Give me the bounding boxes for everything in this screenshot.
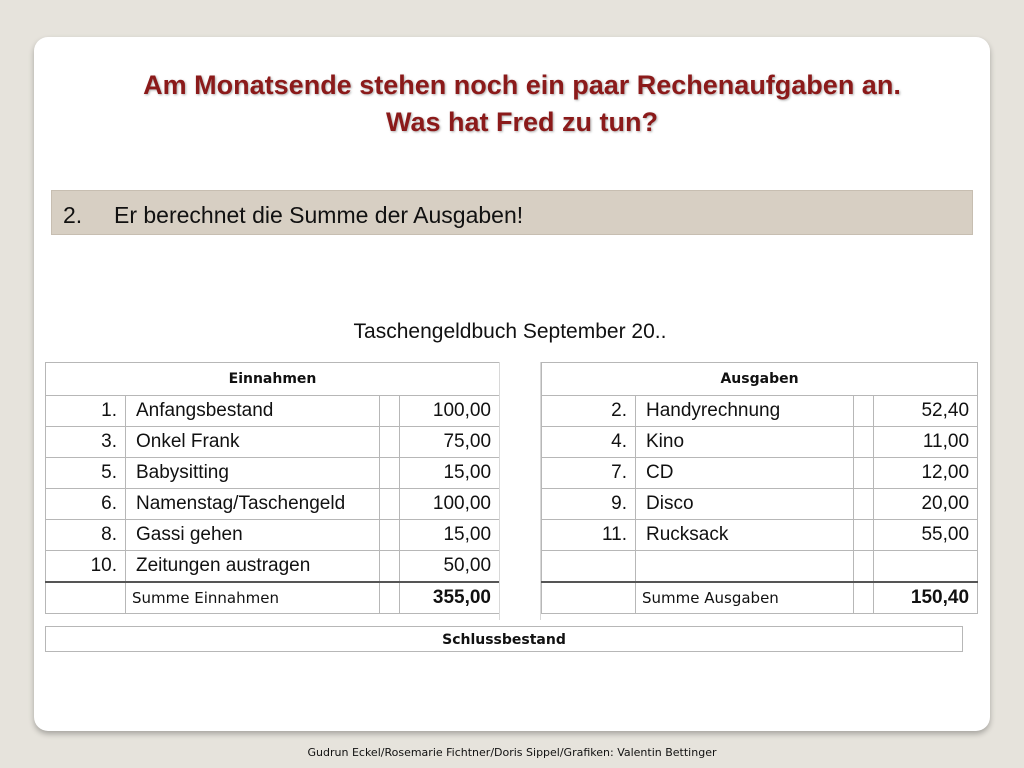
row-label: Zeitungen austragen <box>126 551 380 583</box>
row-spacer <box>854 551 874 583</box>
row-spacer <box>380 458 400 489</box>
title-line-2: Was hat Fred zu tun? <box>386 107 658 137</box>
row-spacer <box>380 489 400 520</box>
row-label: Kino <box>636 427 854 458</box>
table-row <box>46 458 500 489</box>
row-label: Rucksack <box>636 520 854 551</box>
title-line-1: Am Monatsende stehen noch ein paar Rechenaufgaben an. <box>143 70 901 100</box>
footer-credits: Gudrun Eckel/Rosemarie Fichtner/Doris Sippel/Grafiken: Valentin Bettinger <box>307 746 717 759</box>
row-amount: 11,00 <box>874 427 978 458</box>
ausgaben-sum-label: Summe Ausgaben <box>636 582 854 614</box>
einnahmen-sum-value: 355,00 <box>400 582 500 614</box>
row-number: 9. <box>542 489 636 520</box>
row-number: 5. <box>46 458 126 489</box>
row-amount: 12,00 <box>874 458 978 489</box>
row-number: 4. <box>542 427 636 458</box>
row-number: 3. <box>46 427 126 458</box>
book-title: Taschengeldbuch September 20.. <box>353 320 667 343</box>
task-text: Er berechnet die Summe der Ausgaben! <box>114 202 524 228</box>
row-amount: 15,00 <box>400 458 500 489</box>
einnahmen-header: Einnahmen <box>46 363 500 396</box>
row-amount: 52,40 <box>874 396 978 427</box>
row-number: 6. <box>46 489 126 520</box>
row-amount: 100,00 <box>400 396 500 427</box>
table-row <box>46 396 500 427</box>
row-amount: 20,00 <box>874 489 978 520</box>
row-amount: 75,00 <box>400 427 500 458</box>
row-spacer <box>380 427 400 458</box>
row-label <box>636 551 854 583</box>
slide <box>34 37 990 731</box>
row-amount: 55,00 <box>874 520 978 551</box>
table-gap <box>499 362 541 620</box>
ausgaben-table <box>541 362 978 614</box>
row-number: 7. <box>542 458 636 489</box>
row-label: Anfangsbestand <box>126 396 380 427</box>
row-amount: 100,00 <box>400 489 500 520</box>
row-spacer <box>380 520 400 551</box>
row-label: CD <box>636 458 854 489</box>
row-number: 2. <box>542 396 636 427</box>
table-row <box>542 489 978 520</box>
row-label: Handyrechnung <box>636 396 854 427</box>
row-number: 1. <box>46 396 126 427</box>
row-label: Namenstag/Taschengeld <box>126 489 380 520</box>
table-row <box>542 427 978 458</box>
ausgaben-header: Ausgaben <box>542 363 978 396</box>
row-number <box>542 551 636 583</box>
row-label: Babysitting <box>126 458 380 489</box>
task-number: 2. <box>63 202 83 228</box>
einnahmen-table <box>45 362 500 614</box>
ausgaben-sum-value: 150,40 <box>874 582 978 614</box>
table-row <box>542 396 978 427</box>
row-number: 11. <box>542 520 636 551</box>
task-bar <box>51 190 973 235</box>
table-row <box>542 551 978 583</box>
table-row <box>542 458 978 489</box>
row-label: Disco <box>636 489 854 520</box>
table-row <box>46 520 500 551</box>
table-row <box>46 427 500 458</box>
einnahmen-sum-label: Summe Einnahmen <box>126 582 380 614</box>
row-spacer <box>854 458 874 489</box>
schlussbestand-row: Schlussbestand <box>45 626 963 652</box>
row-number: 10. <box>46 551 126 583</box>
row-spacer <box>854 520 874 551</box>
row-spacer <box>854 427 874 458</box>
table-row <box>542 520 978 551</box>
table-row <box>46 489 500 520</box>
row-label: Gassi gehen <box>126 520 380 551</box>
row-label: Onkel Frank <box>126 427 380 458</box>
row-amount: 15,00 <box>400 520 500 551</box>
slide-title <box>74 67 970 141</box>
row-number: 8. <box>46 520 126 551</box>
table-row <box>46 551 500 583</box>
row-spacer <box>854 396 874 427</box>
row-amount: 50,00 <box>400 551 500 583</box>
row-spacer <box>380 396 400 427</box>
row-amount <box>874 551 978 583</box>
row-spacer <box>380 551 400 583</box>
row-spacer <box>854 489 874 520</box>
